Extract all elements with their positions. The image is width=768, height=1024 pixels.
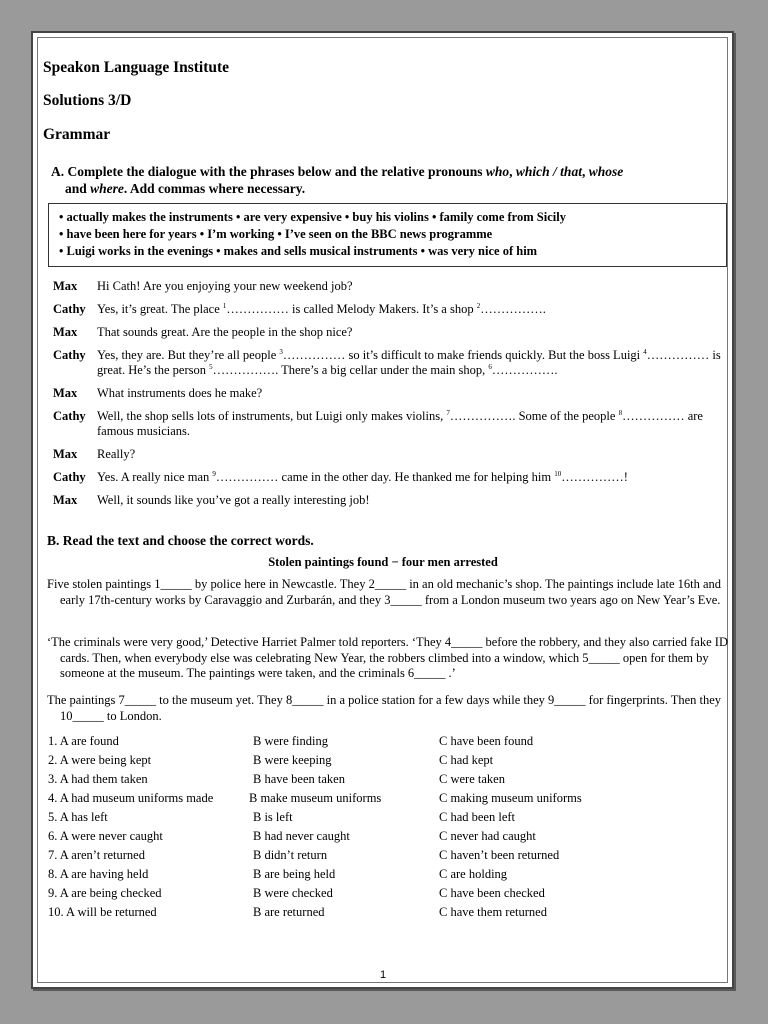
phrase-box — [48, 203, 727, 267]
speech-text: …………… are famous musicians. — [97, 409, 703, 438]
option-c: C never had caught — [439, 829, 536, 843]
option-c: C are holding — [439, 867, 508, 881]
option-row — [48, 753, 718, 772]
section-a-text3: . Add commas where necessary. — [123, 181, 306, 196]
section-a-text2: and — [65, 181, 91, 196]
option-a: 10. A will be returned — [48, 905, 157, 919]
option-b: B were checked — [253, 886, 333, 900]
option-a: 8. A are having held — [48, 867, 149, 881]
option-c: C haven’t been returned — [439, 848, 560, 862]
section-a-text1: Complete the dialogue with the phrases below and the relative pronouns — [67, 164, 486, 179]
option-row — [48, 734, 718, 753]
option-a: 9. A are being checked — [48, 886, 162, 900]
option-c: C making museum uniforms — [439, 791, 582, 805]
speech-text: …………… is called Melody Makers. It’s a shop — [226, 302, 477, 316]
pronoun-which-that: which / that — [515, 164, 582, 179]
dialogue-line — [53, 302, 723, 317]
option-c: C have them returned — [439, 905, 547, 919]
gap-number: 10 — [554, 469, 562, 478]
option-b: B make museum uniforms — [249, 791, 382, 805]
separator: , — [509, 164, 516, 179]
grammar-heading: Grammar — [43, 126, 111, 143]
option-b: B had never caught — [253, 829, 350, 843]
option-row — [48, 886, 718, 905]
speech-text: What instruments does he make? — [97, 386, 263, 400]
speech-text: ……………. There’s a big cellar under the main shop, — [212, 363, 489, 377]
document-page — [31, 31, 734, 989]
speech-text: ……………! — [561, 470, 628, 484]
phrase-line: • Luigi works in the evenings • makes and sells musical instruments • was very nice of him — [59, 244, 538, 258]
speaker: Max — [53, 447, 78, 461]
dialogue-line — [53, 279, 723, 294]
pronoun-whose: whose — [588, 164, 624, 179]
speech-text: Really? — [97, 447, 136, 461]
speech-text: ……………. Some of the people — [449, 409, 619, 423]
phrase-line: • actually makes the instruments • are very expensive • buy his violins • family come from Sicily — [59, 210, 566, 224]
option-b: B didn’t return — [253, 848, 328, 862]
gap-number: 3 — [279, 347, 283, 356]
page-number: 1 — [379, 969, 387, 981]
option-b: B are being held — [253, 867, 336, 881]
option-a: 5. A has left — [48, 810, 108, 824]
speech-text: Yes. A really nice man — [97, 470, 213, 484]
dialogue-line — [53, 470, 723, 485]
option-b: B is left — [253, 810, 293, 824]
option-a: 3. A had them taken — [48, 772, 148, 786]
speech — [97, 493, 723, 508]
gap-number: 8 — [618, 408, 623, 417]
section-b-heading: B. Read the text and choose the correct words. — [47, 533, 314, 548]
speech — [97, 409, 723, 439]
speech-text: …………… is great. He’s the person — [97, 348, 721, 377]
gap-number: 9 — [212, 469, 216, 478]
speech-text: Yes, it’s great. The place — [97, 302, 223, 316]
option-c: C have been checked — [439, 886, 545, 900]
gap-number: 1 — [222, 301, 227, 310]
option-row — [48, 848, 718, 867]
speech-text: …………… came in the other day. He thanked me for helping him — [215, 470, 555, 484]
dialogue-line — [53, 447, 723, 462]
dialogue-line — [53, 386, 723, 401]
speech-text: Yes, they are. But they’re all people — [97, 348, 280, 362]
speaker: Cathy — [53, 348, 86, 362]
speech — [97, 447, 723, 462]
gap-number: 4 — [643, 347, 647, 356]
option-a: 2. A were being kept — [48, 753, 152, 767]
option-b: B are returned — [253, 905, 325, 919]
article-paragraph: The paintings 7_____ to the museum yet. They 8_____ in a police station for a few days while they 9_____ for fingerprints. Then they 10_____ to London. — [47, 693, 722, 723]
phrase-line: • have been here for years • I’m working • I’ve seen on the BBC news programme — [59, 227, 493, 241]
speech-text: ……………. — [491, 363, 558, 377]
option-row — [48, 772, 718, 791]
article-title: Stolen paintings found − four men arrested — [268, 555, 498, 569]
dialogue — [53, 279, 723, 516]
gap-number: 5 — [209, 362, 213, 371]
speech — [97, 470, 723, 485]
speaker: Max — [53, 493, 78, 507]
speech — [97, 348, 723, 378]
dialogue-line — [53, 493, 723, 508]
speaker: Max — [53, 386, 78, 400]
speech — [97, 279, 723, 294]
option-row — [48, 905, 718, 924]
option-row — [48, 867, 718, 886]
option-a: 1. A are found — [48, 734, 119, 748]
option-c: C had been left — [439, 810, 516, 824]
speaker: Cathy — [53, 409, 86, 423]
gap-number: 7 — [446, 408, 450, 417]
dialogue-line — [53, 348, 723, 378]
option-a: 4. A had museum uniforms made — [48, 791, 214, 805]
speaker: Max — [53, 325, 78, 339]
speaker: Cathy — [53, 302, 86, 316]
section-a-label: A. — [51, 164, 65, 179]
option-a: 7. A aren’t returned — [48, 848, 145, 862]
speech — [97, 386, 723, 401]
option-row — [48, 810, 718, 829]
speaker: Cathy — [53, 470, 86, 484]
solutions-title: Solutions 3/D — [43, 92, 132, 109]
speaker: Max — [53, 279, 78, 293]
speech-text: ……………. — [480, 302, 546, 316]
option-row — [48, 791, 718, 810]
option-b: B have been taken — [253, 772, 345, 786]
article-paragraph: Five stolen paintings 1_____ by police here in Newcastle. They 2_____ in an old mechanic’s shop. The paintings include late 16th and early 17th-century works by Caravaggio and Zurbarán, and they 3_____ from a London museum two years ago on New Year’s Eve. — [47, 577, 722, 607]
answer-options — [48, 734, 718, 924]
dialogue-line — [53, 325, 723, 340]
speech-text: Hi Cath! Are you enjoying your new weekend job? — [97, 279, 353, 293]
option-b: B were keeping — [253, 753, 332, 767]
option-c: C have been found — [439, 734, 534, 748]
option-b: B were finding — [253, 734, 328, 748]
dialogue-line — [53, 409, 723, 439]
article-paragraph: ‘The criminals were very good,’ Detective Harriet Palmer told reporters. ‘They 4_____ before the robbery, and they also carried fake ID cards. Then, when everybody else was celebrating New Year, the robbers climbed into a window, which 5_____ open for them by someone at the museum. The paintings were taken, and the criminals 6_____ .’ — [47, 635, 728, 680]
option-a: 6. A were never caught — [48, 829, 163, 843]
speech-text: Well, the shop sells lots of instruments, but Luigi only makes violins, — [97, 409, 447, 423]
speech-text: …………… so it’s difficult to make friends quickly. But the boss Luigi — [282, 348, 644, 362]
separator: , — [581, 164, 589, 179]
option-row — [48, 829, 718, 848]
gap-number: 2 — [476, 301, 481, 310]
speech-text: That sounds great. Are the people in the shop nice? — [97, 325, 353, 339]
section-a-instructions — [51, 163, 711, 197]
speech — [97, 302, 723, 317]
speech-text: Well, it sounds like you’ve got a really interesting job! — [97, 493, 370, 507]
option-c: C had kept — [439, 753, 494, 767]
pronoun-where: where — [90, 181, 124, 196]
option-c: C were taken — [439, 772, 505, 786]
speech — [97, 325, 723, 340]
pronoun-who: who — [485, 164, 510, 179]
institute-title: Speakon Language Institute — [43, 59, 230, 76]
gap-number: 6 — [488, 362, 492, 371]
